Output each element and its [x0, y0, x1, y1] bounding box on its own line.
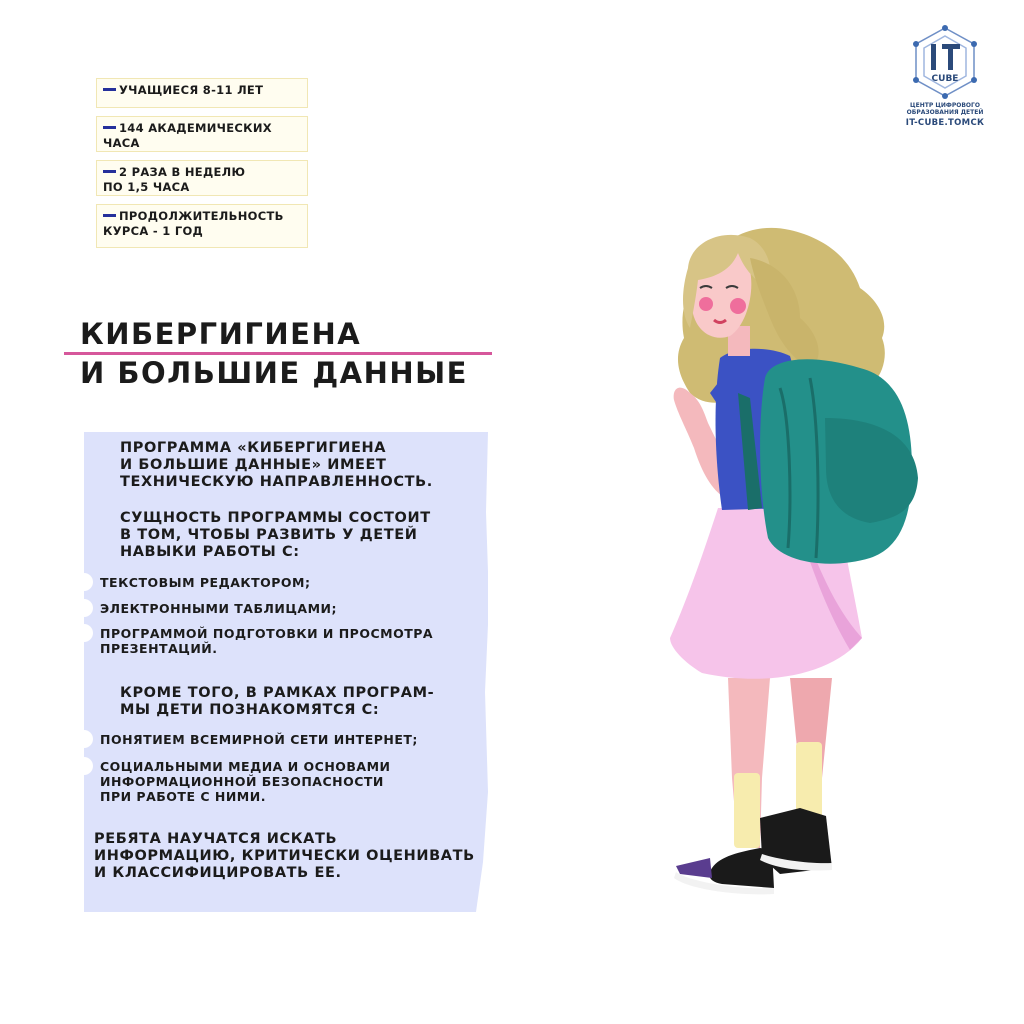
info-hours-text: 144 АКАДЕМИЧЕСКИХ ЧАСА	[103, 121, 272, 150]
page-title-line2: И БОЛЬШИЕ ДАННЫЕ	[80, 356, 468, 390]
bullet-notch	[75, 730, 93, 748]
program-description-card	[84, 432, 488, 912]
topic-item: СОЦИАЛЬНЫМИ МЕДИА И ОСНОВАМИ ИНФОРМАЦИОННОЙ БЕЗОПАСНОСТИ ПРИ РАБОТЕ С НИМИ.	[100, 759, 391, 804]
info-box-hours	[96, 116, 308, 152]
it-cube-logo-mark	[900, 24, 990, 104]
skill-item: ЭЛЕКТРОННЫМИ ТАБЛИЦАМИ;	[100, 601, 337, 616]
girl-with-backpack-illustration	[650, 218, 950, 908]
topic-item: ПОНЯТИЕМ ВСЕМИРНОЙ СЕТИ ИНТЕРНЕТ;	[100, 732, 418, 747]
essence-paragraph: СУЩНОСТЬ ПРОГРАММЫ СОСТОИТ В ТОМ, ЧТОБЫ РАЗВИТЬ У ДЕТЕЙ НАВЫКИ РАБОТЫ С:	[120, 510, 431, 560]
info-box-age	[96, 78, 308, 108]
bullet-dash	[103, 88, 116, 91]
also-paragraph: КРОМЕ ТОГО, В РАМКАХ ПРОГРАМ- МЫ ДЕТИ ПОЗНАКОМЯТСЯ С:	[120, 685, 435, 718]
logo-site: IT-CUBE.ТОМСК	[905, 118, 985, 128]
bullet-dash	[103, 214, 116, 217]
info-box-duration	[96, 204, 308, 248]
info-frequency-text: 2 РАЗА В НЕДЕЛЮ ПО 1,5 ЧАСА	[103, 165, 246, 194]
bullet-dash	[103, 126, 116, 129]
skill-item: ТЕКСТОВЫМ РЕДАКТОРОМ;	[100, 575, 311, 590]
skill-item: ПРОГРАММОЙ ПОДГОТОВКИ И ПРОСМОТРА ПРЕЗЕНТАЦИЙ.	[100, 626, 434, 656]
info-box-frequency	[96, 160, 308, 196]
svg-text:CUBE: CUBE	[931, 74, 959, 84]
bullet-dash	[103, 170, 116, 173]
bullet-notch	[75, 573, 93, 591]
info-duration-text: ПРОДОЛЖИТЕЛЬНОСТЬ КУРСА - 1 ГОД	[103, 209, 284, 238]
bullet-notch	[75, 599, 93, 617]
logo-caption: ЦЕНТР ЦИФРОВОГО ОБРАЗОВАНИЯ ДЕТЕЙ	[906, 102, 984, 116]
page-title-line1: КИБЕРГИГИЕНА	[80, 317, 362, 351]
bullet-notch	[75, 624, 93, 642]
it-cube-logo	[900, 24, 990, 128]
info-age-text: УЧАЩИЕСЯ 8-11 ЛЕТ	[119, 83, 264, 97]
title-underline	[64, 352, 492, 355]
intro-paragraph: ПРОГРАММА «КИБЕРГИГИЕНА И БОЛЬШИЕ ДАННЫЕ» ИМЕЕТ ТЕХНИЧЕСКУЮ НАПРАВЛЕННОСТЬ.	[120, 440, 433, 490]
bullet-notch	[75, 757, 93, 775]
outcome-paragraph: РЕБЯТА НАУЧАТСЯ ИСКАТЬ ИНФОРМАЦИЮ, КРИТИЧЕСКИ ОЦЕНИВАТЬ И КЛАССИФИЦИРОВАТЬ ЕЕ.	[94, 831, 475, 881]
